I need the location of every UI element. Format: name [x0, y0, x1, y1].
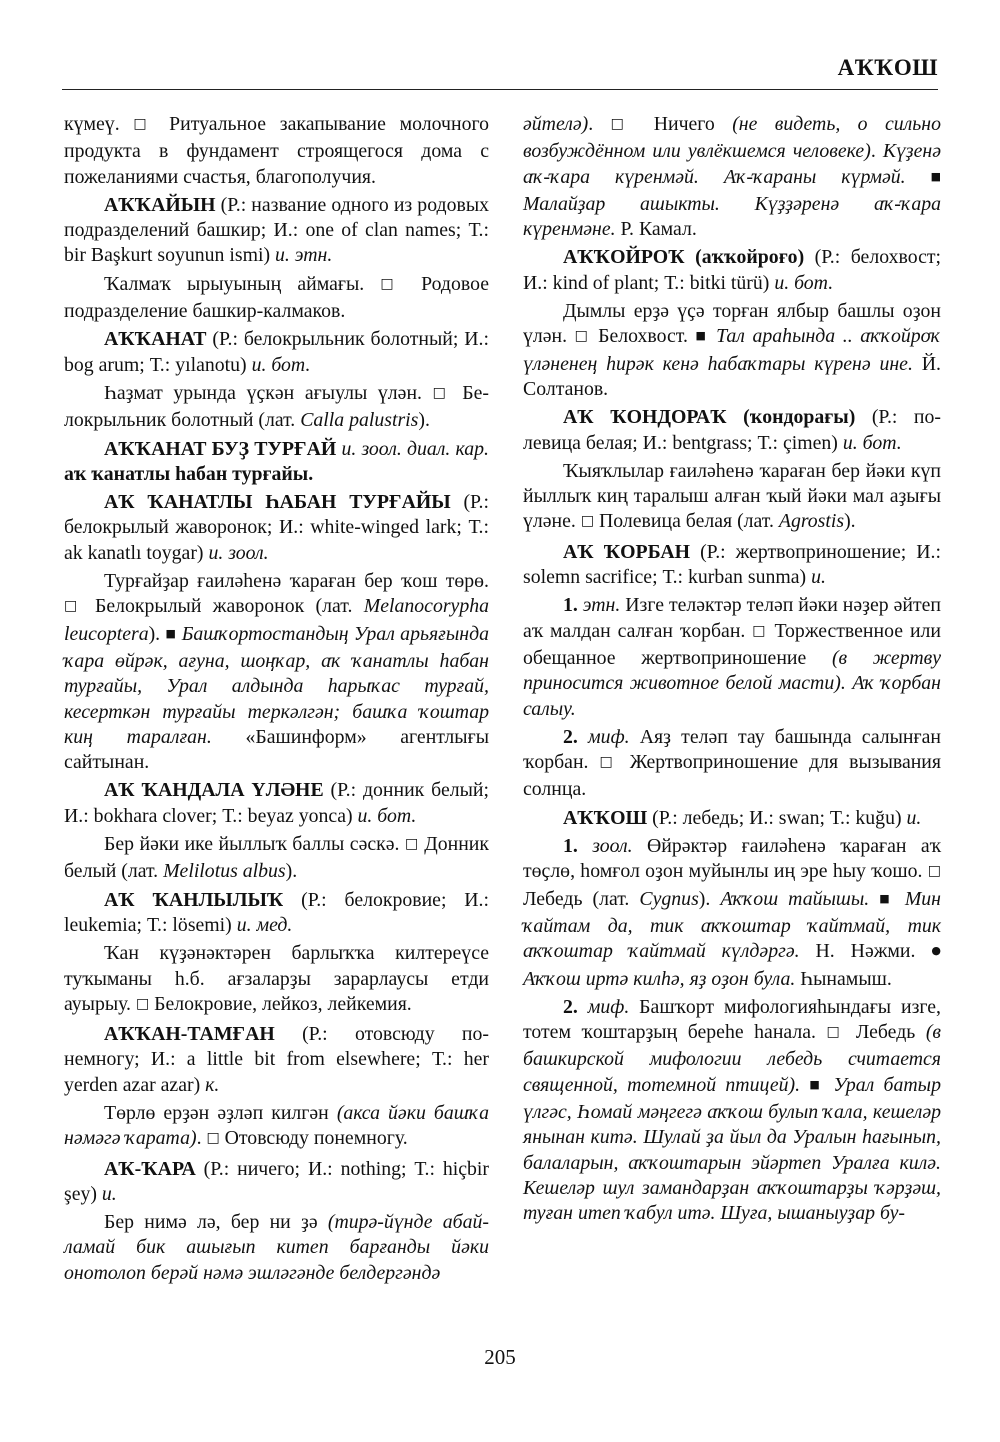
page-number: 205 — [484, 1345, 516, 1369]
dictionary-entry — [64, 437, 489, 488]
definition: Бер йәки ике йыллыҡ баллы сәскә. □ Донник белый (лат. Melilotus albus). — [64, 833, 490, 883]
usage-note: (акса йәки башҡа нәмәгә ҡарата) — [64, 1101, 489, 1150]
black-square-icon: ■ — [879, 891, 895, 905]
usage-note: (тирә-йүнде абайламай бик ашығып китеп барғанды йәки онотолоп берәй нәмә эшләгәнде белдергәндә — [64, 1211, 489, 1284]
definition: Бер нимә лә, бер ни ҙә (тирә-йүнде абайламай бик ашығып китеп барғанды йәки онотолоп берәй нәмә эшләгәнде белдергәндә — [64, 1211, 489, 1284]
usage-note: әйтелә) — [523, 113, 589, 135]
cross-reference: аҡ ҡанатлы һабан турғайы. — [64, 462, 314, 485]
definition: Ҡан күҙәнәктәрен барлыҡҡа килтереүсе туҡыманы һ.б. ағзаларҙы зарарлаусы етди ауырыу. □ Белокровие, лейкоз, лейкемия. — [64, 942, 489, 1015]
quotation: Аҡҡош иртә килһә, яҙ оҙон була. — [523, 967, 796, 990]
white-square-icon: □ — [432, 384, 452, 401]
grammar-label: к. — [205, 1073, 220, 1096]
quotation-source: Й. Солтанов. — [523, 352, 941, 400]
dictionary-entry: АҠ ҠАНЛЫЛЫҠ (Р.: белокровие; И.: leukemia; Т.: lösemi) и. мед. — [64, 888, 490, 936]
dictionary-entry: АҠҠОШ (Р.: лебедь; И.: swan; Т.: kuğu) и. — [563, 806, 922, 829]
white-square-icon: □ — [610, 116, 637, 132]
definition: Турғайҙар ғаиләһенә ҡараған бер ҡош төрө. □ Белокрылый жаворонок (лат. Melanocorypha leucoptera). ■ Башҡортостандың Урал арьяғында ҡара өйрәк, ағуна, шоңҡар, аҡ ҡанатлы һабан турғайы, Урал алдында һарыҡас турғай, кесерткән турғайы теркәлгән; башҡа ҡоштар киң таралған. «Башинформ» агентлығы сайтынан. — [64, 570, 489, 774]
grammar-label: и. бот. — [842, 431, 902, 454]
example: Аҡҡош тайышы. — [720, 887, 870, 910]
sense-number: 1. — [563, 594, 578, 617]
bullet-icon: ● — [931, 944, 941, 958]
usage-note: (не видеть, о сильно возбуждённом или увлёкшемся человеке) — [523, 113, 941, 163]
grammar-label: и. зоол. — [208, 541, 269, 564]
headword-form: (ҡондорағы) — [726, 406, 856, 429]
sense-number: 2. — [563, 995, 578, 1018]
dictionary-entry: АҠ ҠАНАТЛЫ ҺАБАН ТУРҒАЙЫ (Р.: белокрылый жаворонок; И.: white-winged lark; Т.: ak kanatlı toygar) и. зоол. — [64, 491, 489, 564]
dictionary-entry: АҠҠАНАТ (Р.: белокрыльник болотный; И.: bog arum; Т.: yılanotu) и. бот. — [64, 328, 489, 376]
grammar-label: и. мед. — [236, 913, 293, 936]
headword: АҠҠОШ — [563, 806, 648, 829]
entry-continuation: күмеү. □ Ритуальное закапывание молочного продукта в фундамент строящегося дома с пожеланиями счастья, благополучия. — [64, 113, 489, 188]
headword: АҠ ҠОНДОРАҠ — [563, 406, 727, 429]
black-square-icon: ■ — [695, 329, 709, 343]
headword-form: (аҡҡойроғо) — [684, 246, 805, 269]
white-square-icon: □ — [64, 598, 84, 615]
dictionary-entry: АҠҠАЙЫН (Р.: название одного из родовых подразделений башкир; И.: one of clan names; Т.: bir Başkurt soyunun ismi) и. этн. — [64, 193, 489, 267]
dictionary-entry: АҠ ҠОНДОРАҠ (ҡондорағы) (Р.: полевица белая; И.: bentgrass; Т.: çimen) и. бот. — [523, 406, 941, 454]
headword: АҠ ҠАНДАЛА ҮЛӘНЕ — [104, 779, 324, 802]
left-column — [64, 112, 489, 1289]
headword: АҠҠАНАТ БУҘ ТУРҒАЙ — [104, 437, 337, 460]
running-head: АҠҠОШ — [837, 55, 938, 80]
quotation-source: Һынамыш. — [795, 967, 892, 990]
definition: Дымлы ерҙә үҫә торған ялбыр башлы оҙон үлән. □ Белохвост. ■ Тал араһында .. аҡҡойроҡ үләненең һирәк кенә һабаҡтары күренә ине. Й. Солтанов. — [523, 300, 941, 400]
quotation-source: Н. Нәжми. — [799, 940, 916, 963]
sense: 1. зоол. Өйрәктәр ғаиләһенә ҡараған аҡ төҫлө, һомғол оҙон муйынлы иң эре һыу ҡошо. □ Лебедь (лат. Cygnus). Аҡҡош тайышы. ■ Мин ҡайтам да, тик аҡҡоштар ҡайтмай, тик аҡҡоштар ҡайтмай күлдәргә. Н. Нәжми. ● Аҡҡош иртә килһә, яҙ оҙон була. Һынамыш. — [523, 835, 941, 990]
grammar-label: зоол. — [577, 835, 633, 858]
white-square-icon: □ — [599, 754, 619, 771]
grammar-label: миф. — [577, 995, 630, 1018]
quotation-source: «Башинформ» агентлығы сайтынан. — [64, 725, 489, 774]
grammar-label: и. — [101, 1182, 117, 1205]
black-square-icon: ■ — [930, 169, 941, 183]
white-square-icon: □ — [135, 995, 150, 1012]
example: Күҙенә аҡ-ҡара күренмәй. Аҡ-ҡараны күрмәй. — [523, 140, 941, 188]
sense: 2. миф. Аяҙ теләп тау башында салынған ҡорбан. □ Жертвоприношение для вызывания солнца. — [523, 725, 942, 801]
headword: АҠ ҠАНЛЫЛЫҠ — [104, 888, 284, 911]
sense-number: 2. — [563, 725, 578, 748]
dictionary-entry: АҠ ҠАНДАЛА ҮЛӘНЕ (Р.: донник белый; И.: bokhara clover; Т.: beyaz yonca) и. бот. — [64, 779, 489, 827]
headword: АҠҠАНАТ — [104, 328, 207, 351]
quotation: Башҡортостандың Урал арьяғында ҡара өйрәк, ағуна, шоңҡар, аҡ ҡанатлы һабан турғайы, Урал алдында һарыҡас турғай, кесерткән турғайы теркәлгән; башҡа ҡоштар киң таралған. — [64, 622, 489, 748]
headword: АҠ ҠОРБАН — [563, 540, 691, 563]
white-square-icon: □ — [752, 622, 768, 639]
white-square-icon: □ — [133, 116, 156, 132]
white-square-icon: □ — [580, 513, 595, 530]
quotation: Урал батыр үлгәс, Һомай мәңгегә аҡҡош булып ҡала, кешеләр янынан китә. Шулай ҙа йыл да Уралын һағынып, балаларын, аҡҡоштарын эйәртеп Уралға килә. Кешеләр шул замандарҙан аҡҡоштарҙы ҡәрҙәш, туған итеп ҡабул итә. Шуға, ышаныуҙар бу- — [523, 1073, 941, 1225]
definition: Ҡыяҡлылар ғаиләһенә ҡараған бер йәки күп йыллыҡ киң таралыш алған ҡый йәки мал аҙығы үләне. □ Полевица белая (лат. Agrostis). — [523, 459, 941, 533]
headword: АҠҠОЙРОҠ — [563, 246, 685, 269]
grammar-label: и. — [811, 566, 826, 589]
grammar-label: этн. — [577, 594, 621, 617]
grammar-label: и. бот. — [357, 804, 417, 827]
white-square-icon: □ — [574, 328, 591, 345]
sense: 2. миф. Башҡорт мифологияһындағы изге, тотем ҡоштарҙың береһе һанала. □ Лебедь (в башкирской мифологии лебедь считается священной, тотемной птицей). ■ Урал батыр үлгәс, Һомай мәңгегә аҡҡош булып ҡала, кешеләр янынан китә. Шулай ҙа йыл да Уралын һағынып, балаларын, аҡҡоштарын эйәртеп Уралға килә. Кешеләр шул замандарҙан аҡҡоштарҙы ҡәрҙәш, туған итеп ҡабул итә. Шуға, ышаныуҙар бу- — [523, 995, 941, 1225]
white-square-icon: □ — [380, 275, 405, 292]
entry-continuation: әйтелә). □ Ничего (не видеть, о сильно возбуждённом или увлёкшемся человеке). Күҙенә аҡ-ҡара күренмәй. Аҡ-ҡараны күрмәй. ■ Малайҙар ашыкты. Күҙҙәренә аҡ-ҡара күренмәне. Р. Камал. — [523, 113, 941, 241]
usage-note: (в жертву приносится животное белой масти). Аҡ ҡорбан салыу. — [523, 646, 941, 720]
definition: Һаҙмат урында үҫкән ағыулы үлән. □ Белокрыльник болотный (лат. Calla palustris). — [64, 381, 490, 432]
grammar-label: и. зоол. диал. кар. — [336, 437, 489, 460]
grammar-label: и. бот. — [774, 271, 834, 294]
grammar-label: и. бот. — [251, 353, 311, 376]
grammar-label: и. — [906, 806, 922, 829]
white-square-icon: □ — [206, 1130, 220, 1147]
dictionary-entry: АҠ ҠОРБАН (Р.: жертвоприношение; И.: solemn sacrifice; Т.: kurban sunma) и. — [523, 540, 941, 589]
definition: Төрлө ерҙән әҙләп килгән (акса йәки башҡа нәмәгә ҡарата). □ Отовсюду понемногу. — [64, 1101, 489, 1150]
white-square-icon: □ — [927, 863, 941, 880]
white-square-icon: □ — [826, 1024, 846, 1041]
quotation: Малайҙар ашыкты. Күҙҙәренә аҡ-ҡара күренмәне. — [523, 192, 941, 241]
dictionary-entry: АҠ-ҠАРА (Р.: ничего; И.: nothing; Т.: hiçbir şey) и. — [64, 1157, 489, 1205]
white-square-icon: □ — [404, 836, 419, 853]
usage-note: (в башкирской мифологии лебедь считается священной, тотемной птицей). — [523, 1021, 941, 1096]
headword: АҠ-ҠАРА — [104, 1157, 196, 1180]
black-square-icon: ■ — [165, 626, 177, 640]
right-column — [523, 112, 941, 1229]
black-square-icon: ■ — [809, 1077, 825, 1091]
quotation: Мин ҡайтам да, тик аҡҡоштар ҡайтмай, тик аҡҡоштар ҡайтмай күлдәргә. — [523, 887, 941, 963]
sense-number: 1. — [563, 835, 578, 858]
sense: 1. этн. Изге теләктәр теләп йәки нәҙер әйтеп аҡ малдан салған ҡорбан. □ Торжественное или обещанное жертвоприношение (в жертву приносится животное белой масти). Аҡ ҡорбан салыу. — [523, 594, 941, 720]
headword: АҠҠАЙЫН — [104, 193, 216, 216]
definition: Ҡалмаҡ ырыуының аймағы. □ Родовое подразделение башкир-калмаков. — [64, 272, 489, 323]
headword: АҠ ҠАНАТЛЫ ҺАБАН ТУРҒАЙЫ — [104, 491, 451, 514]
grammar-label: миф. — [577, 725, 630, 748]
quotation-source: Р. Камал. — [615, 218, 697, 241]
dictionary-entry: АҠҠОЙРОҠ (аҡҡойроғо) (Р.: белохвост; И.: kind of plant; Т.: bitki türü) и. бот. — [523, 246, 941, 294]
grammar-label: и. этн. — [275, 244, 333, 267]
dictionary-entry: АҠҠАН-ТАМҒАН (Р.: отовсюду понемногу; И.: a little bit from elsewhere; Т.: her yerden azar azar) к. — [64, 1023, 489, 1096]
headword: АҠҠАН-ТАМҒАН — [104, 1023, 275, 1046]
quotation: Тал араһында .. аҡҡойроҡ үләненең һирәк кенә һабаҡтары күренә ине. — [523, 325, 941, 375]
header-rule — [62, 89, 938, 90]
